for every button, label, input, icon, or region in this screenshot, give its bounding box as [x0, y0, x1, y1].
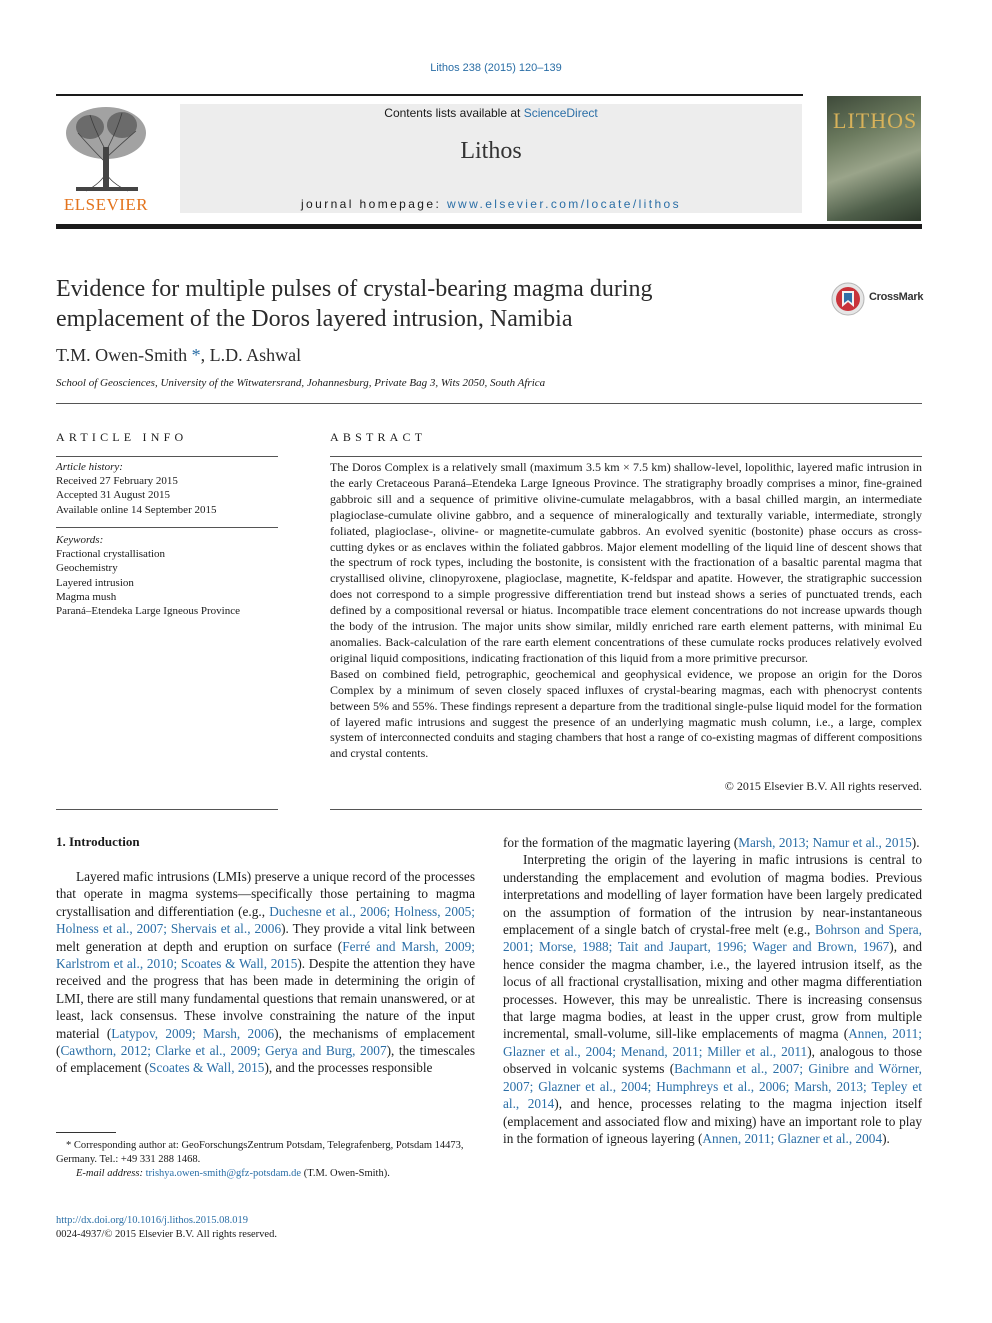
- keyword: Layered intrusion: [56, 576, 134, 589]
- citation-link[interactable]: Latypov, 2009; Marsh, 2006: [111, 1025, 275, 1041]
- author-name: T.M. Owen-Smith: [56, 345, 188, 365]
- body-paragraph: for the formation of the magmatic layering (Marsh, 2013; Namur et al., 2015).: [503, 835, 920, 850]
- email-note: [56, 1167, 475, 1181]
- keyword: Fractional crystallisation: [56, 548, 166, 561]
- abstract-body: [330, 460, 922, 762]
- article-info-heading: ARTICLE INFO: [56, 430, 188, 444]
- keyword: Paraná–Etendeka Large Igneous Province: [56, 605, 240, 618]
- section-heading: 1. Introduction: [56, 834, 140, 849]
- divider: [330, 809, 922, 810]
- citation-link[interactable]: Scoates & Wall, 2015: [149, 1060, 265, 1076]
- issn-copyright: 0024-4937/© 2015 Elsevier B.V. All rights reserved.: [56, 1229, 277, 1240]
- journal-name: Lithos: [460, 138, 522, 164]
- homepage-line: [180, 197, 802, 211]
- citation-link[interactable]: Annen, 2011; Glazner et al., 2004: [702, 1130, 883, 1146]
- journal-cover-image: [827, 96, 921, 221]
- footnote-marker: *: [66, 1140, 72, 1151]
- citation-link[interactable]: Cawthorn, 2012; Clarke et al., 2009; Gerya and Burg, 2007: [60, 1043, 387, 1059]
- header-thick-rule: [56, 224, 922, 229]
- email-label: E-mail address:: [76, 1168, 146, 1179]
- history-accepted: Accepted 31 August 2015: [56, 489, 170, 502]
- header-rule: [56, 94, 803, 96]
- publisher-wordmark: ELSEVIER: [63, 195, 149, 214]
- citation-link[interactable]: Annen, 2011; Glazner et al., 2004; Menand, 2011; Miller et al., 2011: [503, 1026, 922, 1059]
- citation-link[interactable]: Bohrson and Spera, 2001; Morse, 1988; Tait and Jaupart, 1996; Wager and Brown, 1967: [503, 922, 923, 955]
- elsevier-tree-icon: [56, 103, 156, 193]
- body-paragraph: Interpreting the origin of the layering in mafic intrusions is central to understanding the emplacement and evolution of magma bodies. Previous interpretations and modelling of layer formation have been largely predicated on the assumption of formation of the intrusion by near-instantaneous emplacement of a single batch of crystal-free melt (e.g., Bohrson and Spera, 2001; Morse, 1988; Tait and Jaupart, 1996; Wager and Brown, 1967), and hence consider the magma chamber, i.e., the layered intrusion itself, as the locus of all fractional crystallisation, mixing and other magma differentiation processes. However, this may be unrealistic. There is increasing consensus that large magma bodies, at least in the upper crust, grow from multiple incremental, small-volume, sill-like emplacements of magma (Annen, 2011; Glazner et al., 2004; Menand, 2011; Miller et al., 2011), analogous to those observed in volcanic systems (Bachmann et al., 2007; Ginibre and Wörner, 2007; Glazner et al., 2004; Humphreys et al., 2006; Marsh, 2013; Tepley et al., 2014), and hence, processes relating to the magma injection itself (emplacement and associated flow and mixing) have an important role to play in the formation of igneous layering (Annen, 2011; Glazner et al., 2004).: [503, 852, 923, 1146]
- history-online: Available online 14 September 2015: [56, 503, 217, 516]
- footnote-text: Corresponding author at: GeoForschungsZentrum Potsdam, Telegrafenberg, Potsdam 14473, Germany. Tel.: +49 331 288 1468.: [56, 1140, 464, 1165]
- article-history: [56, 460, 278, 517]
- contents-prefix: Contents lists available at: [384, 106, 524, 120]
- abstract-paragraph: Based on combined field, petrographic, geochemical and geophysical evidence, we propose an origin for the Doros Complex by a minimum of seven closely spaced influxes of crystal-bearing magmas, each with phenocryst contents between 5% and 55%. These findings represent a departure from the traditional single-pulse liquid model for the formation of layered mafic intrusions and suggest the presence of an underlying magmatic mush column, i.e., a large, complex system of interconnected conduits and staging chambers that host a range of co-existing magmas of different compositions and crystal contents.: [330, 666, 922, 761]
- divider: [56, 456, 278, 457]
- author-name: L.D. Ashwal: [209, 345, 302, 365]
- citation-link[interactable]: Marsh, 2013; Namur et al., 2015: [738, 835, 912, 850]
- journal-citation[interactable]: Lithos 238 (2015) 120–139: [430, 62, 562, 74]
- homepage-link[interactable]: www.elsevier.com/locate/lithos: [446, 197, 682, 211]
- sciencedirect-link[interactable]: ScienceDirect: [523, 106, 598, 120]
- contents-line: [180, 106, 802, 120]
- author-separator: ,: [200, 345, 210, 365]
- keyword: Geochemistry: [56, 562, 118, 575]
- citation-link[interactable]: Bachmann et al., 2007; Ginibre and Wörner, 2007; Glazner et al., 2004; Humphreys et al., 2006; Marsh, 2013; Tepley et al., 2014: [503, 1061, 922, 1112]
- keywords: [56, 533, 278, 618]
- body-paragraph: Layered mafic intrusions (LMIs) preserve a unique record of the processes that operate in magma systems—specifically those pertaining to magma crystallisation and differentiation (e.g., Duchesne et al., 2006; Holness, 2005; Holness et al., 2007; Shervais et al., 2006). They provide a vital link between melt generation at depth and eruption on surface (Ferré and Marsh, 2009; Karlstrom et al., 2010; Scoates & Wall, 2015). Despite the attention they have received and the progress that has been made in determining the origin of LMI, there are still many fundamental questions that remain unanswered, or at least, lack consensus. These involve constraining the nature of the input material (Latypov, 2009; Marsh, 2006), the mechanisms of emplacement (Cawthorn, 2012; Clarke et al., 2009; Gerya and Burg, 2007), the timescales of emplacement (Scoates & Wall, 2015), and the processes responsible: [56, 869, 476, 1076]
- elsevier-logo: [56, 103, 156, 215]
- corresponding-author-marker[interactable]: *: [191, 345, 201, 365]
- crossmark-badge[interactable]: [831, 282, 931, 316]
- homepage-prefix: journal homepage:: [300, 197, 447, 211]
- body-column-left: [56, 868, 475, 1077]
- history-received: Received 27 February 2015: [56, 475, 178, 488]
- divider: [330, 456, 922, 457]
- email-suffix: (T.M. Owen-Smith).: [301, 1168, 390, 1179]
- citation-link[interactable]: Ferré and Marsh, 2009; Karlstrom et al., 2010; Scoates & Wall, 2015: [56, 938, 475, 972]
- author-list: [56, 345, 301, 366]
- divider: [56, 403, 922, 404]
- keywords-label: Keywords:: [56, 534, 104, 546]
- footnote: [56, 1139, 475, 1181]
- abstract-heading: ABSTRACT: [330, 430, 427, 444]
- page-footer: [56, 1214, 277, 1242]
- citation-link[interactable]: Duchesne et al., 2006; Holness, 2005; Holness et al., 2007; Shervais et al., 2006: [56, 903, 476, 937]
- keyword: Magma mush: [56, 590, 117, 603]
- affiliation: School of Geosciences, University of the Witwatersrand, Johannesburg, Private Bag 3, Wits 2050, South Africa: [56, 377, 546, 389]
- divider: [56, 527, 278, 528]
- email-link[interactable]: trishya.owen-smith@gfz-potsdam.de: [145, 1168, 302, 1179]
- corresponding-author-note: [56, 1139, 475, 1167]
- footnote-rule: [56, 1132, 116, 1133]
- crossmark-label: CrossMark: [869, 291, 924, 303]
- cover-title: LITHOS: [833, 108, 918, 133]
- abstract-copyright: © 2015 Elsevier B.V. All rights reserved.: [724, 779, 922, 793]
- article-title: Evidence for multiple pulses of crystal-bearing magma during emplacement of the Doros layered intrusion, Namibia: [56, 276, 653, 332]
- body-column-right: [503, 834, 922, 1147]
- divider: [56, 809, 278, 810]
- crossmark-icon: [831, 282, 865, 316]
- abstract-paragraph: The Doros Complex is a relatively small (maximum 3.5 km × 7.5 km) shallow-level, lopolithic, layered mafic intrusion in the early Cretaceous Paraná–Etendeka Large Igneous Province. The stratigraphy broadly comprises a minor, fine-grained gabbroic sill and a sequence of primitive olivine-cumulate melagabbros, with a basal chilled margin, an intermediate plagioclase-cumulate olivine gabbro, and a sequence of mineralogically and texturally variable, intermediate, strongly foliated, plagioclase-, olivine- or magnetite-cumulate gabbros. An evolved syenitic (bostonite) phase occurs as cross-cutting dykes or as enclaves within the foliated gabbros. Major element modelling of the liquid line of descent shows that the spectrum of rock types, including the bostonite, is consistent with the fractionation of a basaltic parental magma that crystallised olivine, clinopyroxene, plagioclase, magnetite, K-feldspar and apatite. However, the stratigraphic succession does not correspond to a simple progressive differentiation trend but instead shows a series of punctuated trends, each defined by a compositional reversal or hiatus. Incompatible trace element concentrations do not increase upwards though the body of the intrusion. The major units show similar, mildly enriched rare earth element patterns, with minimal Eu anomalies. Back-calculation of the rare earth element concentrations of these cumulate rocks produces relatively evolved original liquid compositions, indicating fractionation of this liquid from a more primitive precursor.: [330, 460, 922, 665]
- history-label: Article history:: [56, 461, 123, 473]
- doi-link[interactable]: http://dx.doi.org/10.1016/j.lithos.2015.08.019: [56, 1215, 249, 1226]
